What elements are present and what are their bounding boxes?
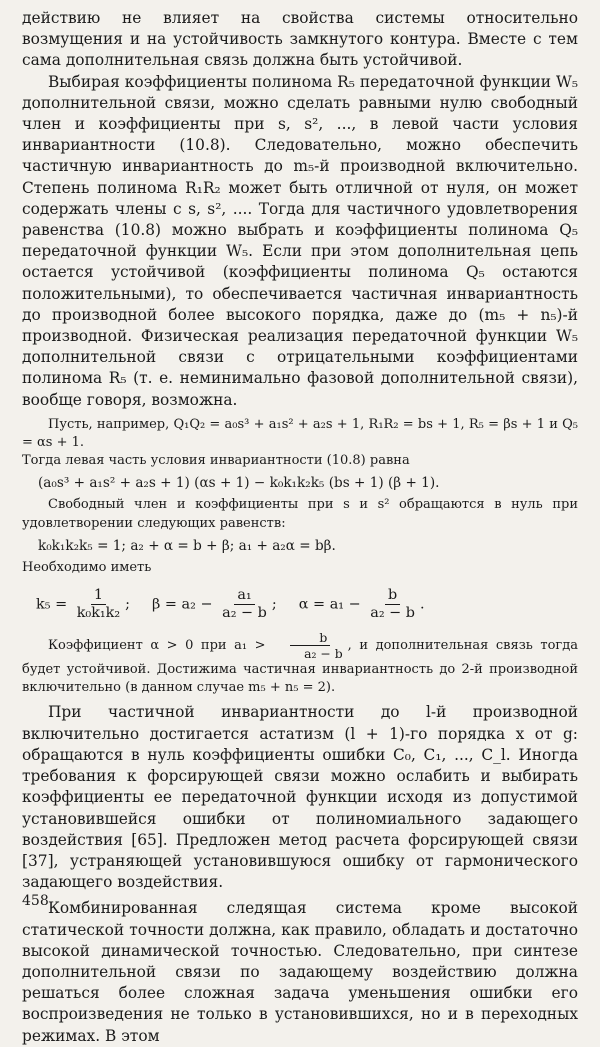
invariance-equation: (a₀s³ + a₁s² + a₂s + 1) (αs + 1) − k₀k₁k₂k₅ (bs + 1) (β + 1). [38, 475, 440, 492]
beta-denominator: a₂ − b [222, 605, 267, 622]
beta-formula: β = a₂ − $\frac{\text{a₁}}{\text{a₂ − b}}$ ; [152, 587, 277, 622]
paragraph-2: Выбирая коэффициенты полинома R₅ передаточной функции W₅ дополнительной связи, можно сделать равными нулю свободный член и коэффициенты при s, s², ..., в левой части условия инвариантности (10.8). Следовательно, можно обеспечить частичную инвариантность до m₅-й производной включительно. Степень полинома R₁R₂ может быть отличной от нуля, он может содержать члены с s, s², .... Тогда для частичного удовлетворения равенства (10.8) можно выбрать и коэффициенты полинома Q₅ передаточной функции W₅. Если при этом дополнительная цепь остается устойчивой (коэффициенты полинома Q₅ остаются положительными), то обеспечивается частичная инвариантность до производной более высокого порядка, даже до (m₅ + n₅)-й производной. Физическая реализация передаточной функции W₅ дополнительной связи с отрицательными коэффициентами полинома R₅ (т. е. неминимально фазовой дополнительной связи), вообще говоря, возможна. [22, 72, 578, 409]
equalities-equation: k₀k₁k₂k₅ = 1; a₂ + α = b + β; a₁ + a₂α = bβ. [38, 537, 336, 554]
alpha-formula: α = a₁ − $\frac{b}{\text{a₂ − b}}$ . [298, 587, 425, 622]
invariance-condition-text: Тогда левая часть условия инвариантности (10.8) равна [22, 453, 410, 469]
condition-numerator: b [290, 630, 330, 646]
stability-text [22, 630, 578, 697]
k5-numerator: 1 [91, 587, 106, 605]
stability-text-a: Коэффициент α > 0 при a₁ > [48, 638, 266, 654]
alpha-lhs: α = a₁ − [298, 596, 361, 613]
alpha-denominator: a₂ − b [370, 605, 416, 622]
example-intro: Пусть, например, Q₁Q₂ = a₀s³ + a₁s² + a₂s + 1, R₁R₂ = bs + 1, R₅ = βs + 1 и Q₅ = αs + 1. [22, 416, 578, 451]
alpha-fraction [367, 587, 418, 622]
solution-formulas [22, 587, 578, 622]
k5-lhs: k₅ = [36, 596, 68, 613]
necessary-text: Необходимо иметь [22, 559, 152, 575]
stability-text-b: , и дополнительная связь тогда будет устойчивой. Достижима частичная инвариантность до 2-й производной включительно (в данном случае m₅ + n₅ = 2). [22, 638, 578, 696]
beta-fraction [219, 587, 270, 622]
condition-denominator: a₂ − b [304, 646, 343, 662]
beta-numerator: a₁ [234, 587, 254, 605]
paragraph-4: Комбинированная следящая система кроме высокой статической точности должна, как правило, обладать и достаточно высокой динамической точностью. Следовательно, при синтезе дополнительной связи по задающему воздействию должна решаться более сложная задача уменьшения ошибки его воспроизведения не только в установившихся, но и в переходных режимах. В этом [22, 899, 578, 1045]
coefficients-text: Свободный член и коэффициенты при s и s² обращаются в нуль при удовлетворении следующих равенств: [22, 497, 578, 531]
k5-fraction [74, 587, 123, 622]
alpha-numerator: b [385, 587, 400, 605]
page-body [22, 8, 578, 1047]
condition-fraction [275, 630, 346, 661]
page-number: 458 [22, 893, 49, 909]
paragraph-1: действию не влияет на свойства системы относительно возмущения и на устойчивость замкнутого контура. Вместе с тем сама дополнительная связь должна быть устойчивой. [22, 9, 578, 70]
k5-denominator: k₀k₁k₂ [76, 605, 121, 622]
paragraph-3: При частичной инвариантности до l-й производной включительно достигается астатизм (l + 1)-го порядка x от g: обращаются в нуль коэффициенты ошибки C₀, C₁, ..., C_l. Иногда требования к форсирующей связи можно ослабить и выбирать коэффициенты ее передаточной функции исходя из допустимой установившейся ошибки от полиномиального задающего воздействия [65]. Предложен метод расчета форсирующей связи [37], устраняющей установившуюся ошибку от гармонического задающего воздействия. [22, 703, 578, 892]
beta-lhs: β = a₂ − [152, 596, 213, 613]
k5-formula: k₅ = $\frac{1}{\text{k₀k₁k₂}}$ ; [36, 587, 131, 622]
